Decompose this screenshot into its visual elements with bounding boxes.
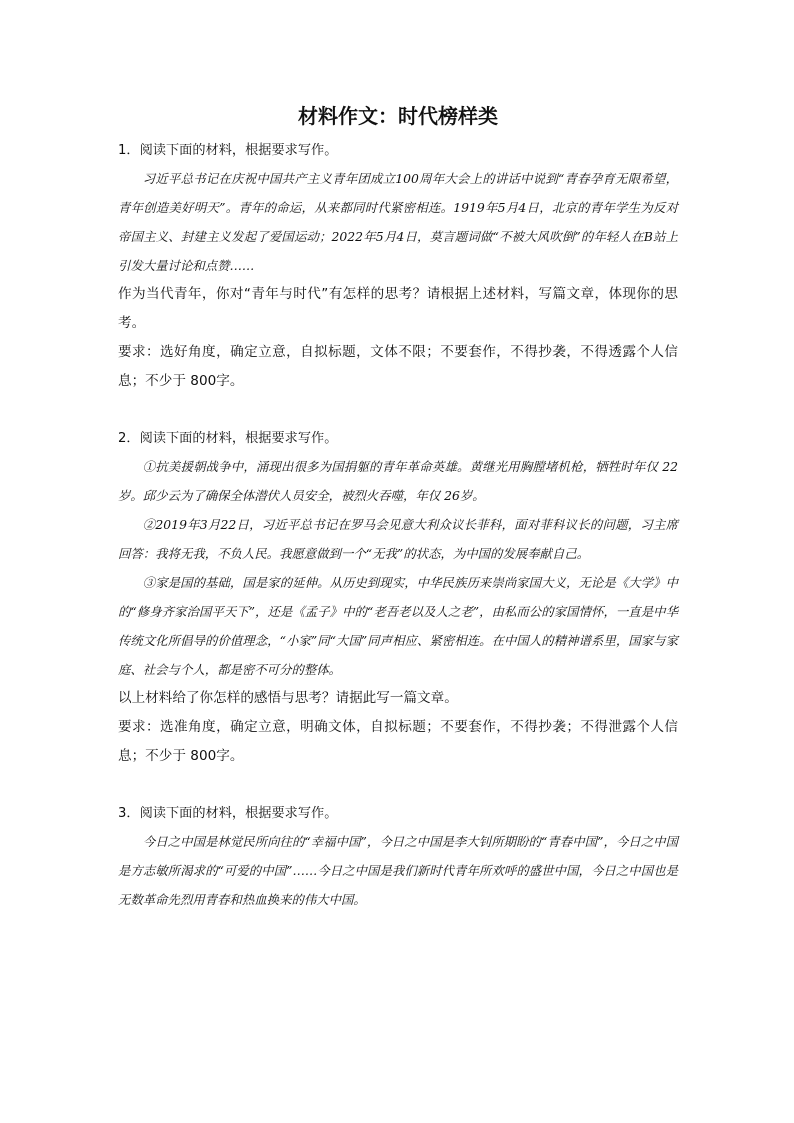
writing-prompt: 作为当代青年，你对“青年与时代”有怎样的思考？请根据上述材料，写篇文章，体现你的思考。 xyxy=(118,286,678,331)
document-page xyxy=(118,96,678,914)
material-paragraph: 今日之中国是林觉民所向往的“幸福中国”，今日之中国是李大钊所期盼的“青春中国”，今日之中国是方志敏所渴求的“可爱的中国”……今日之中国是我们新时代青年所欢呼的盛世中国，今日之中国也是无数革命先烈用青春和热血换来的伟大中国。 xyxy=(118,834,678,907)
question-3 xyxy=(118,801,678,914)
writing-requirements: 要求：选好角度，确定立意，自拟标题，文体不限；不要套作，不得抄袭，不得透露个人信息；不少于 800字。 xyxy=(118,344,678,389)
question-heading: 2．阅读下面的材料，根据要求写作。 xyxy=(118,431,338,446)
question-1 xyxy=(118,138,678,396)
material-paragraph: ①抗美援朝战争中，涌现出很多为国捐躯的青年革命英雄。黄继光用胸膛堵机枪，牺牲时年仅 22岁。邱少云为了确保全体潜伏人员安全，被烈火吞噬，年仅 26岁。 xyxy=(118,459,678,503)
material-paragraph: ②2019年3月22日，习近平总书记在罗马会见意大利众议长菲科，面对菲科议长的问题，习主席回答：我将无我，不负人民。我愿意做到一个“无我”的状态，为中国的发展奉献自己。 xyxy=(118,517,678,561)
material-paragraph: ③家是国的基础，国是家的延伸。从历史到现实，中华民族历来崇尚家国大义，无论是《大学》中的“修身齐家治国平天下”，还是《孟子》中的“老吾老以及人之老”，由私而公的家国情怀，一直是中华传统文化所倡导的价值理念，“小家”同“大国”同声相应、紧密相连。在中国人的精神谱系里，国家与家庭、社会与个人，都是密不可分的整体。 xyxy=(118,575,678,677)
writing-prompt: 以上材料给了你怎样的感悟与思考？请据此写一篇文章。 xyxy=(118,690,458,706)
question-heading: 1．阅读下面的材料，根据要求写作。 xyxy=(118,143,338,158)
section-spacer xyxy=(118,771,678,801)
writing-requirements: 要求：选准角度，确定立意，明确文体，自拟标题；不要套作，不得抄袭；不得泄露个人信息；不少于 800字。 xyxy=(118,719,678,764)
question-heading: 3．阅读下面的材料，根据要求写作。 xyxy=(118,806,338,821)
section-spacer xyxy=(118,396,678,426)
question-2 xyxy=(118,426,678,771)
document-title: 材料作文：时代榜样类 xyxy=(298,104,498,128)
material-paragraph: 习近平总书记在庆祝中国共产主义青年团成立100周年大会上的讲话中说到“青春孕育无限希望，青年创造美好明天”。青年的命运，从来都同时代紧密相连。1919年5月4日，北京的青年学生为反对帝国主义、封建主义发起了爱国运动；2022年5月4日，莫言题词做“不被大风吹倒”的年轻人在B站上引发大量讨论和点赞…… xyxy=(118,171,678,273)
